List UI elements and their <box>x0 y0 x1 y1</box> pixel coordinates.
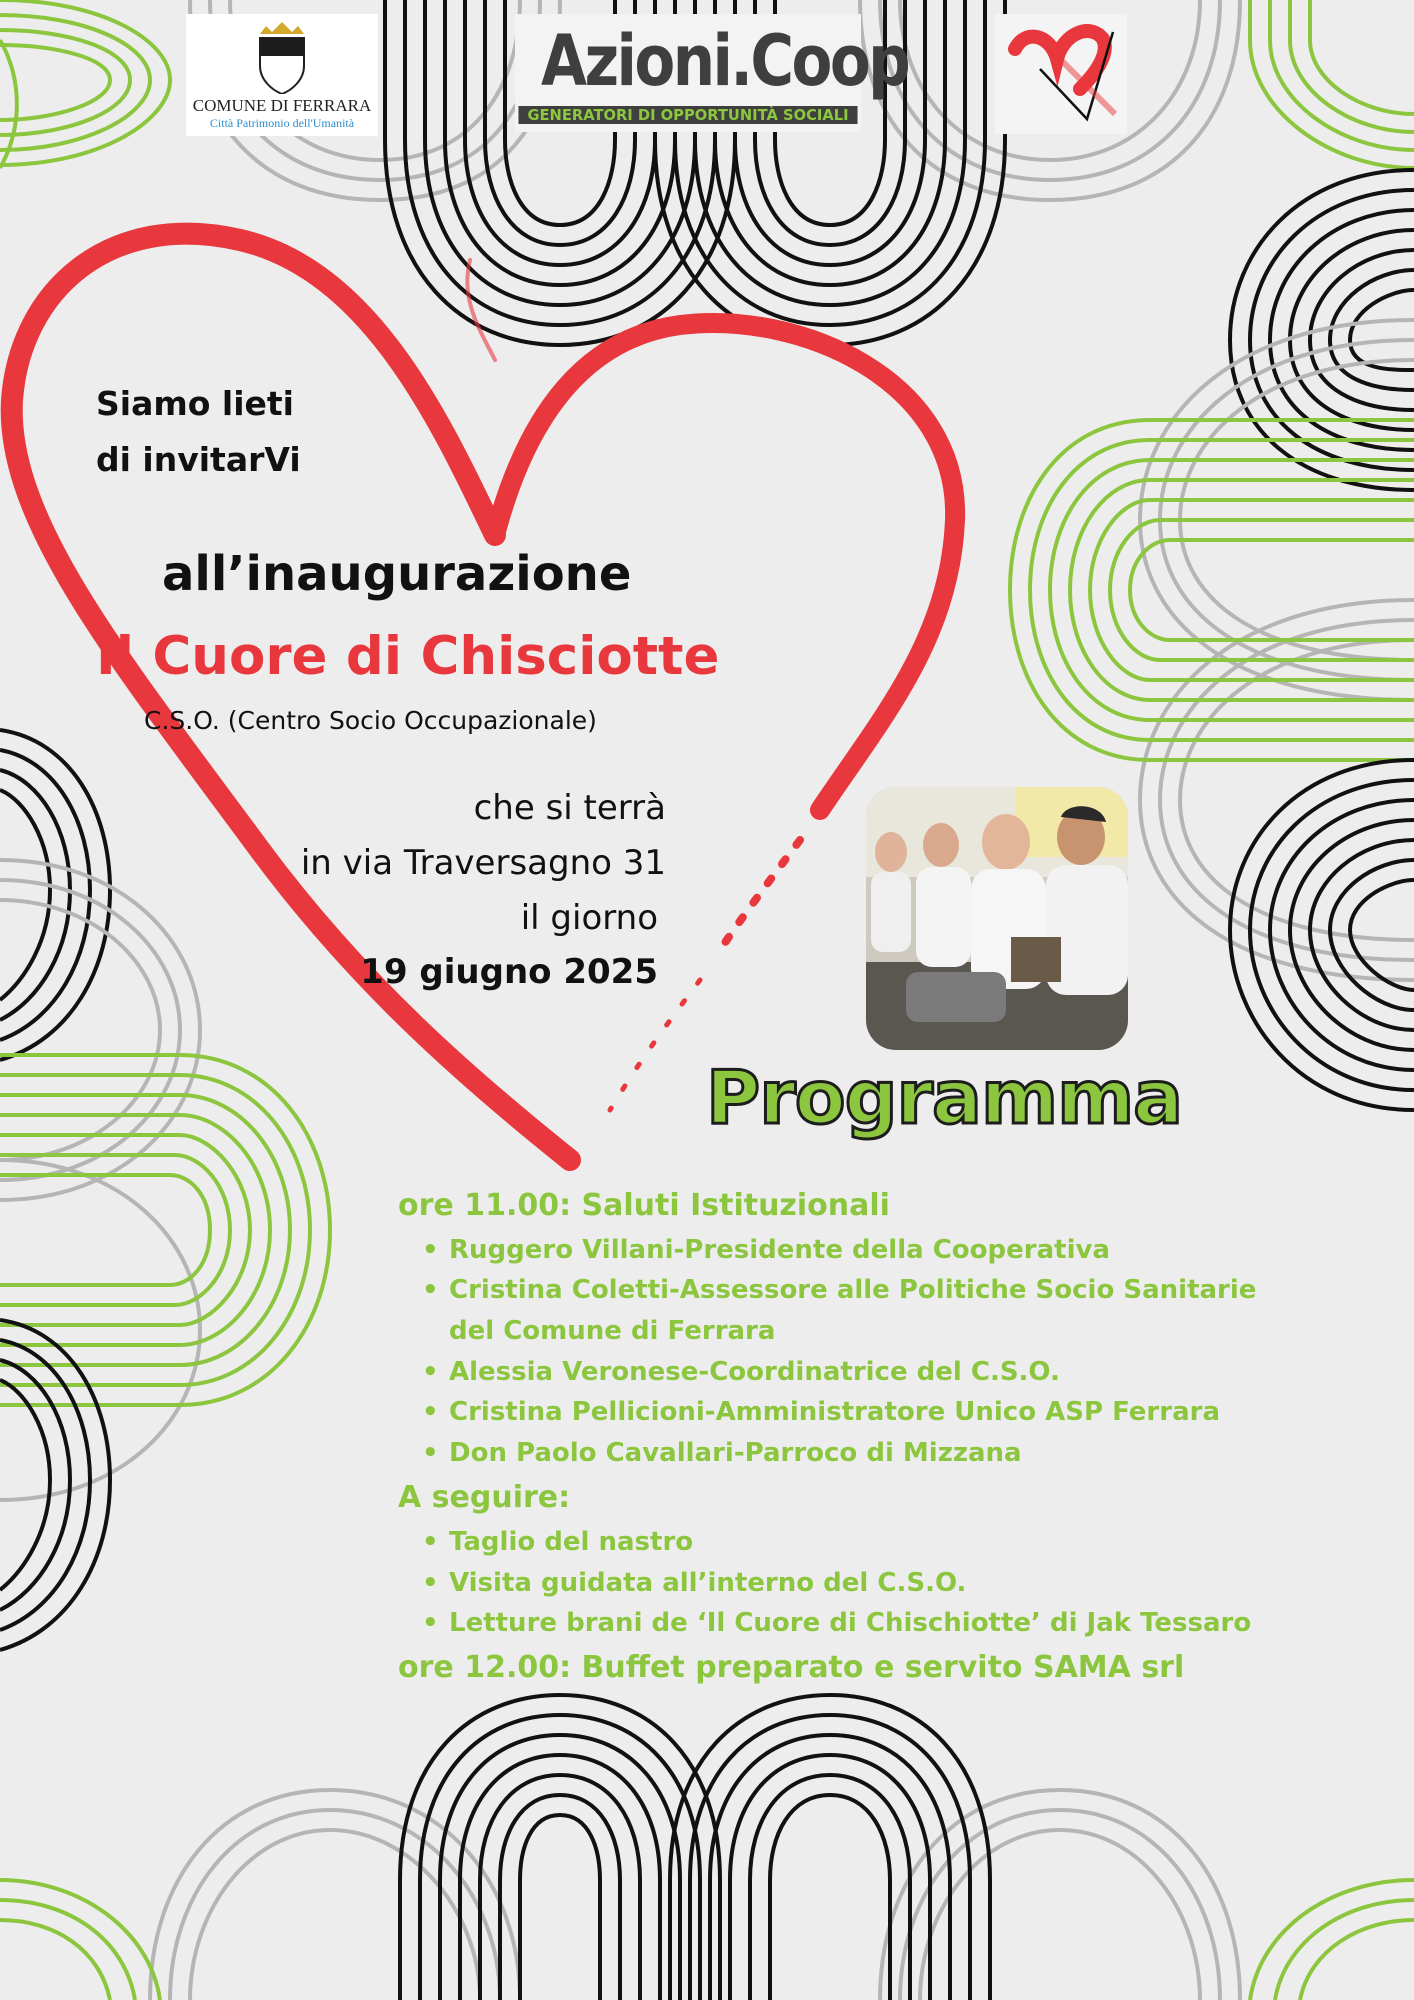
azioni-coop-logo <box>515 14 909 132</box>
program-item <box>422 1438 1022 1468</box>
comune-di-ferrara-logo <box>186 14 378 136</box>
program-item-text: Cristina Pellicioni-Amministratore Unico ASP Ferrara <box>449 1397 1220 1427</box>
program-item <box>422 1357 1060 1387</box>
program-item-continuation <box>449 1316 775 1346</box>
event-subtitle: C.S.O. (Centro Socio Occupazionale) <box>144 706 597 735</box>
bullet-icon: • <box>422 1438 439 1468</box>
green-arcs-top-right <box>1250 0 1414 168</box>
program-item-text: Visita guidata all’interno del C.S.O. <box>449 1568 967 1598</box>
inauguration-heading: all’inaugurazione <box>162 546 632 602</box>
invite-line-2: di invitarVi <box>96 440 301 479</box>
bullet-icon: • <box>422 1608 439 1638</box>
black-arcs-left-lower <box>0 1320 110 1650</box>
program-item-text: Letture brani de ‘Il Cuore di Chischiotte’ di Jak Tessaro <box>449 1608 1252 1638</box>
date-intro: il giorno <box>520 898 658 938</box>
program-item-text: Taglio del nastro <box>449 1527 694 1557</box>
red-heart-outline <box>12 234 955 1160</box>
program-heading-3: ore 12.00: Buffet preparato e servito SAMA srl <box>398 1650 1185 1685</box>
invite-line-1: Siamo lieti <box>96 384 294 423</box>
bullet-icon: • <box>422 1275 439 1305</box>
program-item-text: Ruggero Villani-Presidente della Cooperativa <box>449 1235 1110 1265</box>
green-arcs-top-left <box>0 0 170 168</box>
program-item <box>422 1275 1257 1305</box>
program-item <box>422 1608 1252 1638</box>
invite-intro <box>96 376 396 488</box>
program-item-text: del Comune di Ferrara <box>449 1316 776 1346</box>
green-arcs-bottom <box>0 1880 1414 2000</box>
program-heading-2: A seguire: <box>398 1480 571 1515</box>
group-photo <box>866 787 1128 1050</box>
bullet-icon: • <box>422 1527 439 1557</box>
green-arcs-right <box>1010 420 1414 760</box>
comune-name: COMUNE DI FERRARA <box>192 96 372 115</box>
program-item <box>422 1568 967 1598</box>
black-arcs-right-lower <box>1230 760 1414 1110</box>
bullet-icon: • <box>422 1235 439 1265</box>
azioni-coop-name: Azioni.Coop <box>540 20 909 102</box>
program-item <box>422 1235 1110 1265</box>
program-title: Programma <box>706 1055 1183 1141</box>
event-address: in via Traversagno 31 <box>300 843 666 883</box>
black-arcs-bottom <box>400 1695 990 2000</box>
cuore-di-chisciotte-logo <box>995 14 1127 134</box>
bullet-icon: • <box>422 1397 439 1427</box>
event-title: Il Cuore di Chisciotte <box>96 626 720 687</box>
comune-tagline: Città Patrimonio dell'Umanità <box>209 116 355 130</box>
program-item <box>422 1397 1220 1427</box>
heart-logo-icon <box>995 14 1127 134</box>
event-date: 19 giugno 2025 <box>360 952 658 992</box>
program-heading-1: ore 11.00: Saluti Istituzionali <box>398 1188 890 1223</box>
azioni-coop-tagline: GENERATORI DI OPPORTUNITÀ SOCIALI <box>518 106 857 124</box>
bullet-icon: • <box>422 1357 439 1387</box>
bullet-icon: • <box>422 1568 439 1598</box>
location-intro: che si terrà <box>473 788 666 828</box>
black-arcs-left-upper <box>0 730 110 1060</box>
ferrara-crest-icon <box>186 14 378 94</box>
program-item <box>422 1527 694 1557</box>
program-item-text: Cristina Coletti-Assessore alle Politiche Socio Sanitarie <box>449 1275 1257 1305</box>
program-item-text: Alessia Veronese-Coordinatrice del C.S.O. <box>449 1357 1060 1387</box>
group-photo-image <box>866 787 1128 1050</box>
program-item-text: Don Paolo Cavallari-Parroco di Mizzana <box>449 1438 1022 1468</box>
